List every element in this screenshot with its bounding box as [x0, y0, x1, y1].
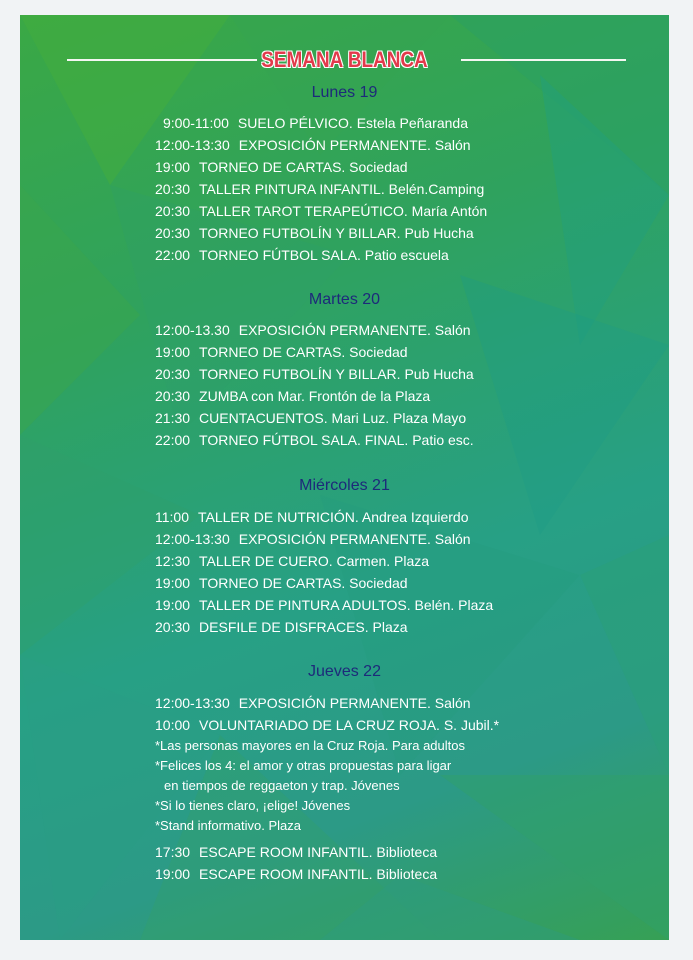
event-row: 20:30 TORNEO FUTBOLÍN Y BILLAR. Pub Hucha	[155, 366, 474, 382]
event-row: 12:00-13:30 EXPOSICIÓN PERMANENTE. Salón	[155, 137, 471, 153]
note-line: *Si lo tienes claro, ¡elige! Jóvenes	[155, 798, 351, 813]
note-line: en tiempos de reggaeton y trap. Jóvenes	[164, 778, 400, 793]
event-row: 11:00 TALLER DE NUTRICIÓN. Andrea Izquierdo	[155, 509, 469, 525]
event-row: 9:00-11:00 SUELO PÉLVICO. Estela Peñaranda	[163, 115, 468, 131]
day-heading-martes: Martes 20	[308, 291, 381, 308]
day-heading-jueves: Jueves 22	[308, 663, 381, 680]
event-row: 12:00-13:30 EXPOSICIÓN PERMANENTE. Salón	[155, 695, 471, 711]
event-row: 19:00 ESCAPE ROOM INFANTIL. Biblioteca	[155, 866, 438, 882]
event-row: 19:00 TORNEO DE CARTAS. Sociedad	[155, 159, 408, 175]
note-line: *Stand informativo. Plaza	[155, 818, 301, 833]
event-row: 19:00 TORNEO DE CARTAS. Sociedad	[155, 344, 408, 360]
day-heading-lunes: Lunes 19	[311, 84, 378, 101]
event-row: 22:00 TORNEO FÚTBOL SALA. Patio escuela	[155, 247, 449, 263]
event-row: 22:00 TORNEO FÚTBOL SALA. FINAL. Patio esc.	[155, 432, 474, 448]
event-row: 10:00 VOLUNTARIADO DE LA CRUZ ROJA. S. Jubil.*	[155, 717, 500, 733]
poster	[20, 15, 669, 940]
event-row: 12:00-13:30 EXPOSICIÓN PERMANENTE. Salón	[155, 531, 471, 547]
event-row: 12:00-13.30 EXPOSICIÓN PERMANENTE. Salón	[155, 322, 471, 338]
event-row: 20:30 TORNEO FUTBOLÍN Y BILLAR. Pub Hucha	[155, 225, 474, 241]
event-row: 20:30 TALLER TAROT TERAPEÚTICO. María Antón	[155, 203, 488, 219]
note-line: *Las personas mayores en la Cruz Roja. Para adultos	[155, 738, 465, 753]
event-row: 19:00 TORNEO DE CARTAS. Sociedad	[155, 575, 408, 591]
event-row: 20:30 ZUMBA con Mar. Frontón de la Plaza	[155, 388, 431, 404]
poster-title: SEMANA BLANCA	[261, 47, 428, 72]
event-row: 12:30 TALLER DE CUERO. Carmen. Plaza	[155, 553, 430, 569]
day-heading-miercoles: Miércoles 21	[299, 477, 390, 494]
note-line: *Felices los 4: el amor y otras propuestas para ligar	[155, 758, 452, 773]
event-row: 19:00 TALLER DE PINTURA ADULTOS. Belén. Plaza	[155, 597, 494, 613]
event-row: 21:30 CUENTACUENTOS. Mari Luz. Plaza Mayo	[155, 410, 467, 426]
event-row: 17:30 ESCAPE ROOM INFANTIL. Biblioteca	[155, 844, 438, 860]
event-row: 20:30 TALLER PINTURA INFANTIL. Belén.Camping	[155, 181, 485, 197]
event-row: 20:30 DESFILE DE DISFRACES. Plaza	[155, 619, 408, 635]
